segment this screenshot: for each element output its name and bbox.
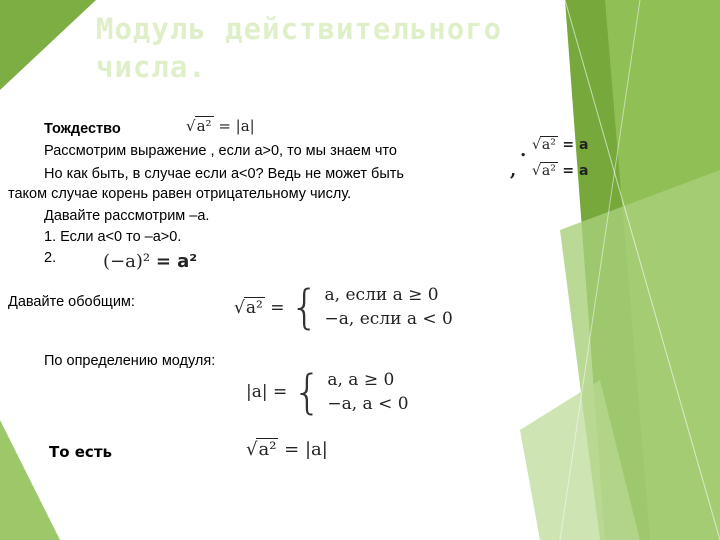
- text-case: таком случае корень равен отрицательному числу.: [8, 186, 352, 202]
- text-but: Но как быть, в случае если a<0? Ведь не может быть: [44, 166, 404, 182]
- modulus-case-positive: a, a ≥ 0: [327, 370, 395, 390]
- list-item-2: 2.: [44, 250, 57, 266]
- modulus-case-negative: −a, a < 0: [327, 394, 409, 414]
- formula-conclusion-rhs: = |a|: [284, 439, 328, 460]
- text-by-definition: По определению модуля:: [44, 353, 216, 369]
- slide-title-line1: Модуль действительного: [96, 12, 503, 46]
- identity-heading: Тождество: [44, 121, 121, 137]
- formula-neg-square: [103, 251, 197, 272]
- formula-sqrt-a-2: √a² = a: [532, 163, 589, 179]
- radicand: a²: [196, 117, 212, 135]
- punct-comma: ,: [510, 160, 517, 181]
- formula-identity: √a² = |a|: [186, 117, 255, 135]
- green-facet-left-top: [0, 0, 96, 90]
- formula-identity-rhs: = |a|: [218, 117, 255, 135]
- text-that-is: То есть: [49, 443, 113, 461]
- case-negative: −a, если a < 0: [324, 309, 453, 329]
- text-generalize: Давайте обобщим:: [8, 294, 135, 310]
- cases-modulus: [327, 368, 408, 416]
- radicand: a²: [258, 439, 277, 460]
- formula-neg-square-lhs: (−a)²: [103, 251, 151, 272]
- formula-sqrt-a-1: √a² = a: [532, 137, 589, 153]
- formula-sqrt-a-2-rhs: = a: [562, 163, 589, 179]
- green-facet-left-bottom: [0, 420, 60, 540]
- formula-generalized: √a² = { a, если a ≥ 0 −a, если a < 0: [234, 280, 453, 334]
- radicand: a²: [245, 297, 263, 318]
- formula-neg-square-rhs: = a²: [155, 251, 198, 272]
- brace-generalized: {: [289, 280, 320, 334]
- slide-title: [96, 10, 502, 86]
- list-item-1: 1. Если a<0 то –a>0.: [44, 229, 182, 245]
- radicand: a²: [541, 137, 556, 153]
- formula-conclusion: √a² = |a|: [246, 439, 328, 460]
- modulus-lhs: |a| =: [246, 382, 288, 402]
- text-let: Давайте рассмотрим –a.: [44, 208, 210, 224]
- brace-modulus: {: [292, 365, 322, 419]
- formula-sqrt-a-1-rhs: = a: [562, 137, 589, 153]
- punct-dot: .: [520, 140, 527, 161]
- slide-title-line2: числа.: [96, 50, 207, 84]
- formula-modulus-definition: [246, 365, 409, 419]
- text-consider: Рассмотрим выражение , если a>0, то мы знаем что: [44, 143, 397, 159]
- radicand: a²: [541, 163, 556, 179]
- case-positive: a, если a ≥ 0: [324, 285, 439, 305]
- cases-generalized: [325, 283, 453, 331]
